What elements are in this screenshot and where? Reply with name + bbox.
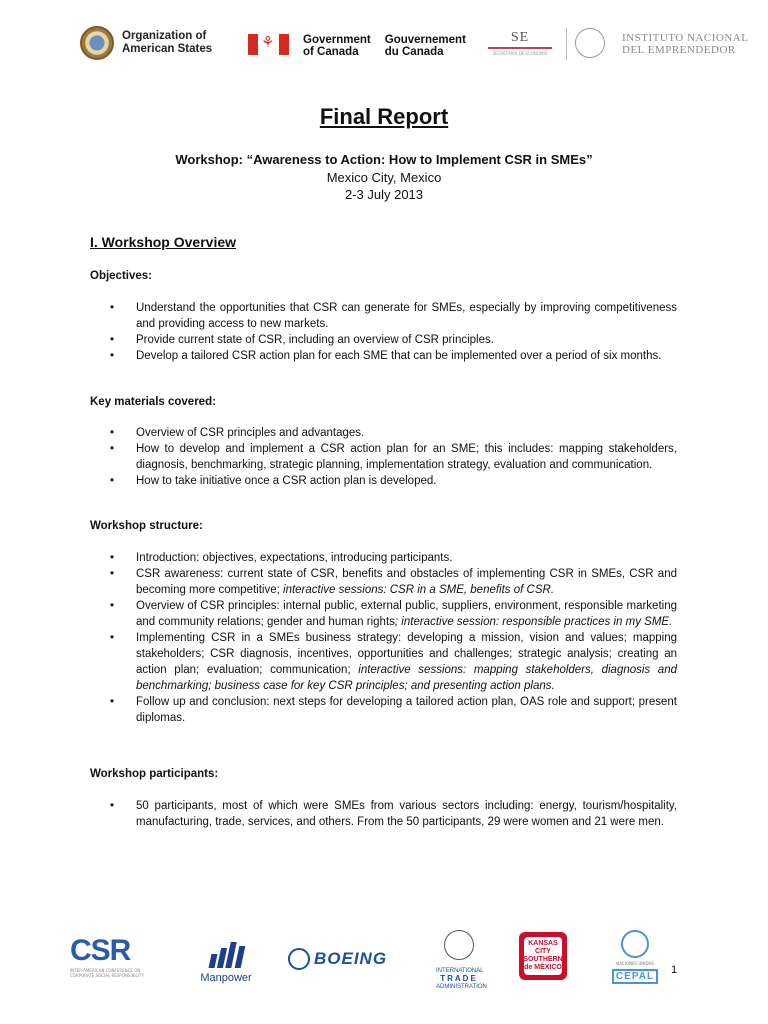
boeing-logo-text: BOEING: [314, 949, 388, 968]
inadem-line2: DEL EMPRENDEDOR: [622, 44, 736, 56]
list-item: • How to develop and implement a CSR action plan for an SME; this includes: mapping stakeholders, diagnosis, benchmarking, strategic planning, implementation strategy, evaluation and communication.: [90, 441, 677, 473]
canada-fr-line2: du Canada: [384, 46, 444, 58]
csr-logo-subtext: INTER-AMERICAN CONFERENCE ON CORPORATE SOCIAL RESPONSIBILITY: [70, 968, 144, 978]
workshop-title: Workshop: “Awareness to Action: How to Implement CSR in SMEs”: [175, 152, 593, 167]
list-item: • Understand the opportunities that CSR can generate for SMEs, especially by improving competitiveness and providing access to new markets.: [90, 300, 677, 332]
list-item: • Overview of CSR principles: internal public, external public, suppliers, environment, responsible marketing and community relations; gender and human rights; interactive session: responsible practices in my SME.: [90, 598, 677, 630]
un-subtext: NACIONES UNIDAS: [616, 961, 654, 966]
list-item: • Introduction: objectives, expectations, introducing participants.: [90, 550, 677, 566]
section-heading: I. Workshop Overview: [90, 234, 237, 250]
workshop-location: Mexico City, Mexico: [326, 170, 442, 185]
list-item: • Provide current state of CSR, including an overview of CSR principles.: [90, 332, 677, 348]
oas-logo: [80, 26, 212, 60]
manpower-logo: [196, 942, 256, 984]
structure-label: Workshop structure:: [90, 520, 203, 532]
se-logo: [488, 30, 552, 56]
objectives-list: [90, 300, 677, 364]
participants-label: Workshop participants:: [90, 768, 219, 780]
canada-en-line2: of Canada: [303, 46, 359, 58]
header-logos: [0, 20, 768, 70]
se-subtext: SECRETARÍA DE ECONOMÍA: [492, 51, 548, 56]
people-icon: [70, 924, 150, 934]
page-title: Final Report: [319, 104, 449, 129]
workshop-date: 2-3 July 2013: [344, 187, 424, 202]
list-item: • CSR awareness: current state of CSR, benefits and obstacles of implementing CSR in SMEs, CSR and becoming more competitive; interactive sessions: CSR in a SME, benefits of CSR.: [90, 566, 677, 598]
un-emblem-icon: [621, 930, 649, 958]
materials-label: Key materials covered:: [90, 396, 216, 408]
footer-logos: [0, 920, 768, 1020]
csr-logo-text: CSR: [70, 934, 131, 967]
ita-logo: [436, 930, 487, 991]
oas-seal-icon: [80, 26, 114, 60]
un-cepal-logo: [612, 930, 658, 984]
manpower-logo-text: Manpower: [200, 972, 252, 984]
kcs-logo-text: KANSAS CITY SOUTHERN de MÉXICO: [524, 937, 562, 975]
ita-line1: INTERNATIONAL: [436, 968, 484, 974]
canada-en-line1: Government: [303, 34, 371, 46]
list-item: • Follow up and conclusion: next steps for developing a tailored action plan, OAS role and support; present diplomas.: [90, 694, 677, 726]
cepal-logo-text: CEPAL: [612, 969, 658, 984]
objectives-label: Objectives:: [90, 270, 152, 282]
se-mark: SE: [510, 30, 530, 45]
canada-fr-line1: Gouvernement: [384, 34, 466, 46]
kcs-logo: [519, 932, 567, 980]
inadem-logo: [622, 32, 748, 56]
mexico-seal-icon: [575, 28, 605, 58]
inadem-line1: INSTITUTO NACIONAL: [622, 32, 749, 44]
canada-logo: [248, 34, 466, 58]
structure-list: [90, 550, 677, 726]
commerce-seal-icon: [444, 930, 474, 960]
ita-line3: ADMINISTRATION: [436, 984, 487, 990]
header-divider: [566, 28, 567, 60]
manpower-bars-icon: [196, 942, 256, 968]
canada-flag-icon: [248, 34, 289, 55]
list-item: • 50 participants, most of which were SMEs from various sectors including: energy, tourism/hospitality, manufacturing, trade, services, and others. From the 50 participants, 29 were women and 21 were men.: [90, 798, 677, 830]
list-item: • How to take initiative once a CSR action plan is developed.: [90, 473, 677, 489]
boeing-logo: [288, 948, 387, 970]
list-item: • Develop a tailored CSR action plan for each SME that can be implemented over a period of six months.: [90, 348, 677, 364]
list-item: • Overview of CSR principles and advantages.: [90, 425, 677, 441]
boeing-globe-icon: [288, 948, 310, 970]
participants-list: [90, 798, 677, 830]
oas-logo-line1: Organization of: [122, 30, 207, 42]
page-number: 1: [671, 964, 678, 976]
list-item: • Implementing CSR in a SMEs business strategy: developing a mission, vision and values; mapping stakeholders; CSR diagnosis, incentives, opportunities and challenges; strategic analysis; creating an action plan; evaluation; communication; interactive sessions: mapping stakeholders, diagnosis and benchmarking; business case for key CSR principles; and presenting action plans.: [90, 630, 677, 694]
ita-line2: TRADE: [440, 974, 478, 983]
materials-list: [90, 425, 677, 489]
oas-logo-line2: American States: [122, 43, 213, 55]
csr-logo: [70, 924, 150, 978]
